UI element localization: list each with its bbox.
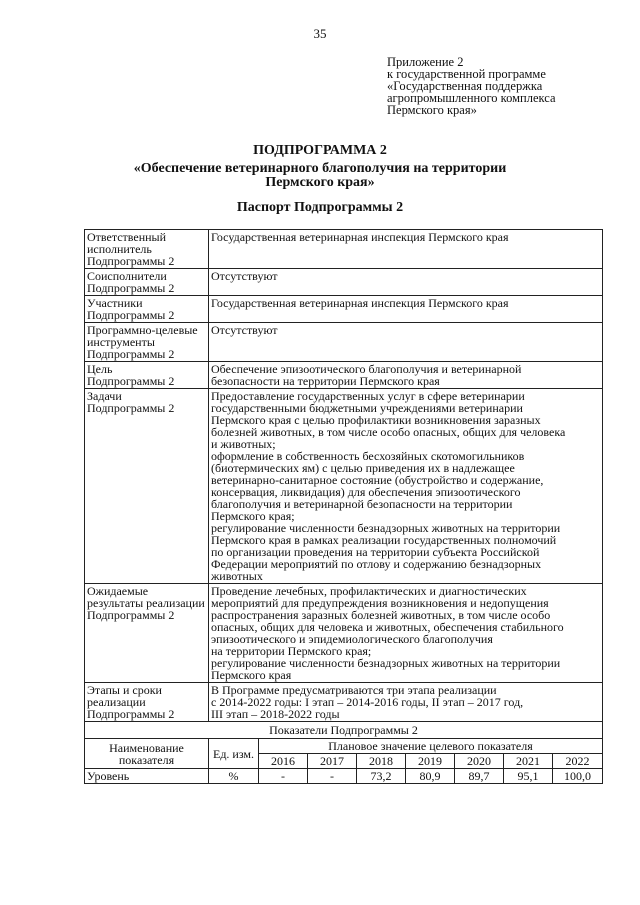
value-line: Государственная ветеринарная инспекция Пермского края	[211, 296, 509, 310]
value-line: Обеспечение эпизоотического благополучия и ветеринарной	[211, 362, 522, 376]
value-line: мероприятий для предупреждения возникновения и недопущения	[211, 596, 549, 610]
label-line: результаты реализации	[87, 596, 205, 610]
passport-row-label	[85, 683, 209, 722]
value-line: болезней животных, в том числе особо опасных, общих для человека	[211, 425, 566, 439]
value-line: с 2014-2022 годы: I этап – 2014-2016 годы, II этап – 2017 год,	[211, 695, 524, 709]
value-line: Пермского края с целью профилактики возникновения заразных	[211, 413, 541, 427]
label-line: Подпрограммы 2	[87, 707, 175, 721]
passport-row-value	[209, 323, 603, 362]
indicator-name: Уровень	[85, 769, 209, 784]
value-line: по организации проведения на территории субъекта Российской	[211, 545, 540, 559]
label-line: Участники	[87, 296, 143, 310]
passport-row-value	[209, 362, 603, 389]
value-line: регулирование численности безнадзорных животных на территории	[211, 656, 561, 670]
value-line: (биотермических ям) с целью приведения их в надлежащее	[211, 461, 515, 475]
passport-heading: Паспорт Подпрограммы 2	[236, 200, 404, 215]
value-line: Отсутствуют	[211, 323, 278, 337]
label-line: Этапы и сроки	[87, 683, 162, 697]
label-line: инструменты	[87, 335, 155, 349]
passport-row-value	[209, 389, 603, 584]
indicator-value: 73,2	[357, 769, 406, 784]
value-line: Проведение лечебных, профилактических и диагностических	[211, 584, 527, 598]
passport-row-label	[85, 584, 209, 683]
subprogram-title	[0, 162, 640, 190]
indicator-row	[85, 769, 603, 784]
passport-row	[85, 269, 603, 296]
passport-row-label	[85, 362, 209, 389]
value-line: государственными бюджетными учреждениями ветеринарии	[211, 401, 523, 415]
label-line: Подпрограммы 2	[87, 254, 175, 268]
indicator-value: -	[308, 769, 357, 784]
value-line: Предоставление государственных услуг в сфере ветеринарии	[211, 389, 525, 403]
appendix-line: Пермского края»	[387, 103, 477, 117]
year-header: 2016	[259, 754, 308, 769]
subprogram-heading: ПОДПРОГРАММА 2	[253, 143, 387, 158]
passport-row-label	[85, 230, 209, 269]
label-line: Цель	[87, 362, 113, 376]
passport-row	[85, 323, 603, 362]
passport-row	[85, 683, 603, 722]
col-header-unit: Ед. изм.	[209, 739, 259, 769]
passport-row	[85, 296, 603, 323]
col-header-name: Наименование показателя	[85, 739, 209, 769]
appendix-line: «Государственная поддержка	[387, 79, 543, 93]
indicator-value: -	[259, 769, 308, 784]
label-line: Подпрограммы 2	[87, 401, 175, 415]
appendix-note	[387, 56, 627, 116]
appendix-line: к государственной программе	[387, 67, 546, 81]
label-line: Ожидаемые	[87, 584, 149, 598]
label-line: исполнитель	[87, 242, 152, 256]
value-line: консервация, ликвидация) для обеспечения эпизоотического	[211, 485, 521, 499]
value-line: распространения заразных болезней животных, в том числе особо	[211, 608, 551, 622]
indicators-title: Показатели Подпрограммы 2	[85, 722, 603, 739]
indicator-value: 100,0	[553, 769, 603, 784]
year-header: 2020	[455, 754, 504, 769]
passport-row-value	[209, 269, 603, 296]
year-header: 2017	[308, 754, 357, 769]
passport-row	[85, 362, 603, 389]
passport-row	[85, 584, 603, 683]
value-line: В Программе предусматриваются три этапа реализации	[211, 683, 497, 697]
subprogram-title-line: «Обеспечение ветеринарного благополучия на территории	[133, 161, 507, 176]
passport-row	[85, 230, 603, 269]
value-line: безопасности на территории Пермского края	[211, 374, 440, 388]
year-header: 2019	[406, 754, 455, 769]
appendix-line: Приложение 2	[387, 55, 464, 69]
passport-row-label	[85, 269, 209, 296]
value-line: Пермского края;	[211, 509, 295, 523]
indicator-value: 89,7	[455, 769, 504, 784]
passport-row-value	[209, 230, 603, 269]
label-line: Подпрограммы 2	[87, 308, 175, 322]
passport-row-value	[209, 683, 603, 722]
value-line: III этап – 2018-2022 годы	[211, 707, 340, 721]
label-line: Подпрограммы 2	[87, 374, 175, 388]
col-header-plan: Плановое значение целевого показателя	[259, 739, 603, 754]
value-line: благополучия и ветеринарной безопасности на территории	[211, 497, 513, 511]
value-line: и животных;	[211, 437, 276, 451]
label-line: Программно-целевые	[87, 323, 198, 337]
value-line: Государственная ветеринарная инспекция Пермского края	[211, 230, 509, 244]
value-line: эпизоотического и эпидемиологического благополучия	[211, 632, 493, 646]
year-header: 2021	[504, 754, 553, 769]
passport-row-label	[85, 296, 209, 323]
indicator-value: 95,1	[504, 769, 553, 784]
appendix-line: агропромышленного комплекса	[387, 91, 556, 105]
label-line: Подпрограммы 2	[87, 608, 175, 622]
label-line: реализации	[87, 695, 146, 709]
value-line: животных	[211, 569, 263, 583]
value-line: оформление в собственность бесхозяйных скотомогильников	[211, 449, 525, 463]
value-line: Пермского края	[211, 668, 292, 682]
label-line: Задачи	[87, 389, 122, 403]
label-line: Ответственный	[87, 230, 167, 244]
indicator-unit: %	[209, 769, 259, 784]
passport-table	[84, 229, 603, 784]
passport-row	[85, 389, 603, 584]
page-number: 35	[313, 26, 327, 41]
value-line: Федерации мероприятий по отлову и содержанию безнадзорных	[211, 557, 542, 571]
value-line: Отсутствуют	[211, 269, 278, 283]
label-line: Соисполнители	[87, 269, 167, 283]
value-line: регулирование численности безнадзорных животных на территории	[211, 521, 561, 535]
value-line: на территории Пермского края;	[211, 644, 372, 658]
label-line: Подпрограммы 2	[87, 281, 175, 295]
passport-row-value	[209, 296, 603, 323]
passport-row-label	[85, 323, 209, 362]
label-line: Подпрограммы 2	[87, 347, 175, 361]
value-line: Пермского края в рамках реализации государственных полномочий	[211, 533, 557, 547]
subprogram-title-line: Пермского края»	[265, 175, 375, 190]
value-line: опасных, общих для человека и животных, обеспечения стабильного	[211, 620, 564, 634]
passport-row-value	[209, 584, 603, 683]
year-header: 2018	[357, 754, 406, 769]
indicator-value: 80,9	[406, 769, 455, 784]
value-line: ветеринарно-санитарное состояние (обустройство и содержание,	[211, 473, 544, 487]
year-header: 2022	[553, 754, 603, 769]
passport-row-label	[85, 389, 209, 584]
